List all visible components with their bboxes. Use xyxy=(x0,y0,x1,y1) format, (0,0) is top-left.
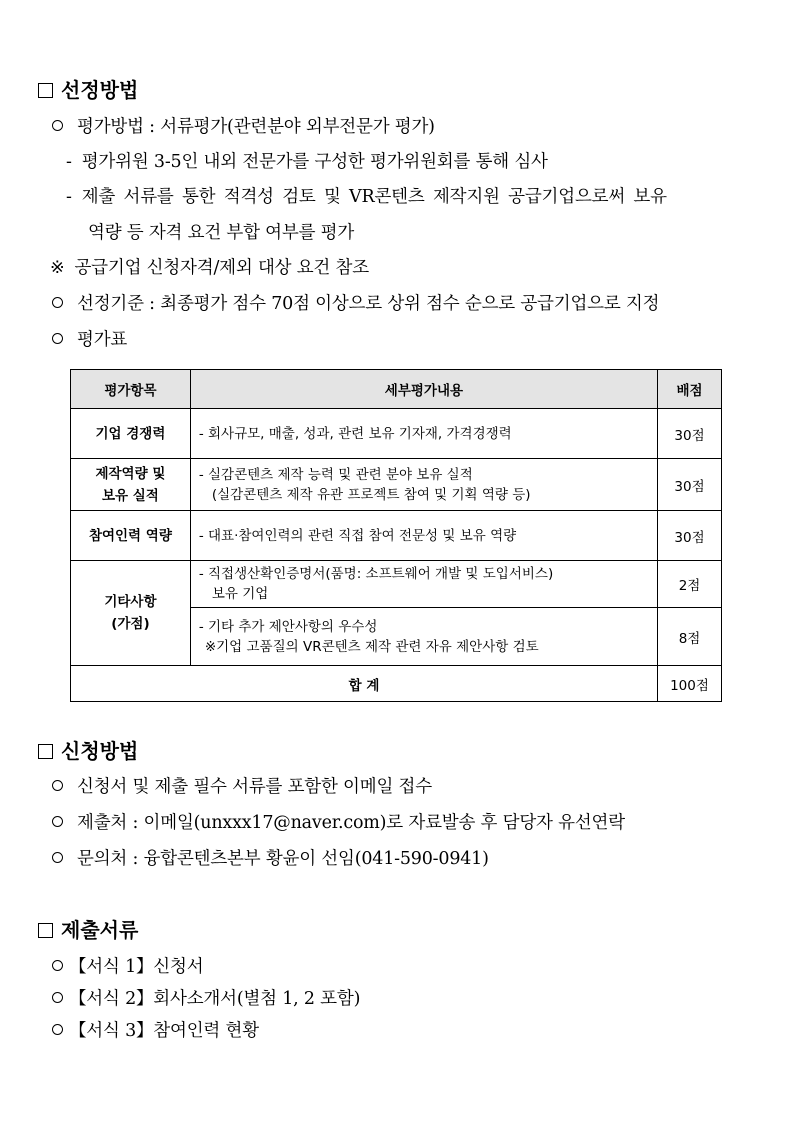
table-header-row xyxy=(71,370,722,409)
circle-bullet-icon xyxy=(52,960,63,971)
circle-bullet-icon xyxy=(52,1024,63,1035)
list-item: 문의처 : 융합콘텐츠본부 황윤이 선임(041-590-0941) xyxy=(52,847,489,871)
square-bullet-icon xyxy=(38,923,53,938)
row-description: - 기타 추가 제안사항의 우수성 ※기업 고품질의 VR콘텐츠 제작 관련 자유 제안사항 검토 xyxy=(190,608,657,666)
table-row xyxy=(71,459,722,511)
list-item: - 제출 서류를 통한 적격성 검토 및 VR콘텐츠 제작지원 공급기업으로써 보유 xyxy=(66,187,667,207)
header-category: 평가항목 xyxy=(71,370,191,409)
circle-bullet-icon xyxy=(52,992,63,1003)
circle-bullet-icon xyxy=(52,333,63,344)
header-detail: 세부평가내용 xyxy=(190,370,657,409)
row-description: - 실감콘텐츠 제작 능력 및 관련 분야 보유 실적 (실감콘텐츠 제작 유관 프로젝트 참여 및 기획 역량 등) xyxy=(190,459,657,511)
row-score: 30점 xyxy=(658,511,722,561)
list-item: 선정기준 : 최종평가 점수 70점 이상으로 상위 점수 순으로 공급기업으로 지정 xyxy=(52,292,659,316)
row-category: 기업 경쟁력 xyxy=(71,409,191,459)
row-score: 2점 xyxy=(658,561,722,608)
list-item: 평가표 xyxy=(52,328,127,352)
table-row xyxy=(71,511,722,561)
circle-bullet-icon xyxy=(52,120,63,131)
total-label: 합 계 xyxy=(71,666,658,702)
row-description: - 대표·참여인력의 관련 직접 참여 전문성 및 보유 역량 xyxy=(190,511,657,561)
note-item: ※ 공급기업 신청자격/제외 대상 요건 참조 xyxy=(50,258,369,278)
circle-bullet-icon xyxy=(52,297,63,308)
evaluation-table xyxy=(70,369,722,702)
row-category: 제작역량 및 보유 실적 xyxy=(71,459,191,511)
list-item: - 평가위원 3-5인 내외 전문가를 구성한 평가위원회를 통해 심사 xyxy=(66,152,548,172)
row-category: 기타사항 (가점) xyxy=(71,561,191,666)
list-item: 【서식 1】신청서 xyxy=(52,955,203,979)
section-heading-documents: 제출서류 xyxy=(38,918,138,942)
list-item: 평가방법 : 서류평가(관련분야 외부전문가 평가) xyxy=(52,115,435,139)
section-heading-selection: 선정방법 xyxy=(38,78,138,102)
circle-bullet-icon xyxy=(52,852,63,863)
square-bullet-icon xyxy=(38,744,53,759)
circle-bullet-icon xyxy=(52,780,63,791)
header-score: 배점 xyxy=(658,370,722,409)
total-score: 100점 xyxy=(658,666,722,702)
list-item: 【서식 2】회사소개서(별첨 1, 2 포함) xyxy=(52,987,360,1011)
row-score: 8점 xyxy=(658,608,722,666)
list-item: 제출처 : 이메일(unxxx17@naver.com)로 자료발송 후 담당자 유선연락 xyxy=(52,811,625,835)
circle-bullet-icon xyxy=(52,816,63,827)
list-item: 【서식 3】참여인력 현황 xyxy=(52,1019,259,1043)
section-heading-application: 신청방법 xyxy=(38,739,138,763)
table-row xyxy=(71,409,722,459)
list-item: 신청서 및 제출 필수 서류를 포함한 이메일 접수 xyxy=(52,775,432,799)
square-bullet-icon xyxy=(38,83,53,98)
row-score: 30점 xyxy=(658,409,722,459)
row-description: - 직접생산확인증명서(품명: 소프트웨어 개발 및 도입서비스) 보유 기업 xyxy=(190,561,657,608)
row-category: 참여인력 역량 xyxy=(71,511,191,561)
row-description: - 회사규모, 매출, 성과, 관련 보유 기자재, 가격경쟁력 xyxy=(190,409,657,459)
row-score: 30점 xyxy=(658,459,722,511)
list-item-continuation: 역량 등 자격 요건 부합 여부를 평가 xyxy=(88,223,355,243)
table-row xyxy=(71,561,722,608)
table-total-row xyxy=(71,666,722,702)
